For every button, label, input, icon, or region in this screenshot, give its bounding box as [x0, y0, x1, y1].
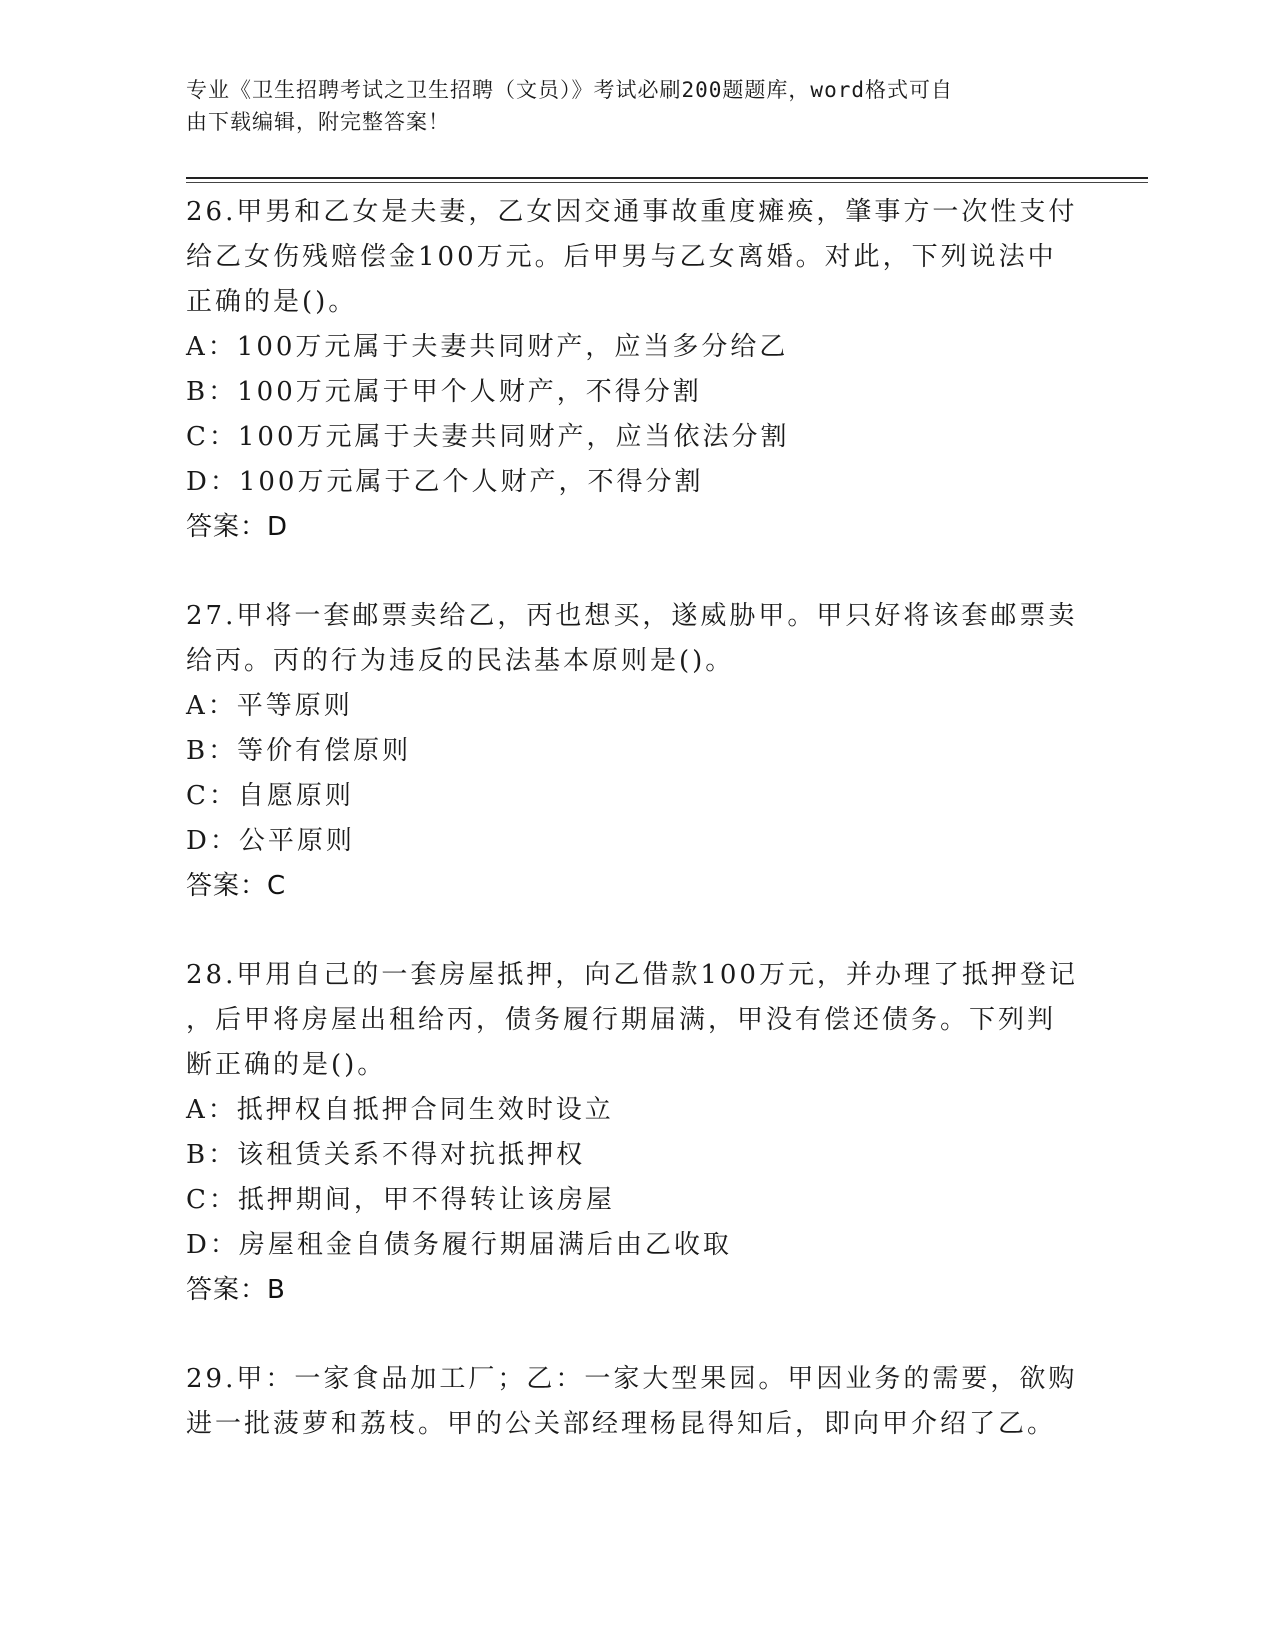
- question-26-answer: 答案：D: [186, 512, 289, 542]
- question-29-line-1: 29.甲：一家食品加工厂；乙：一家大型果园。甲因业务的需要，欲购: [186, 1364, 1078, 1394]
- document-header: [186, 74, 1066, 138]
- question-27-option-d: D：公平原则: [186, 826, 355, 856]
- question-29: [186, 1357, 1086, 1447]
- question-28-option-a: A：抵押权自抵押合同生效时设立: [186, 1095, 614, 1125]
- question-26-line-3: 正确的是()。: [186, 287, 358, 317]
- question-26-option-c: C：100万元属于夫妻共同财产，应当依法分割: [186, 422, 790, 452]
- question-28-option-b: B：该租赁关系不得对抗抵押权: [186, 1140, 586, 1170]
- question-28-line-2: ，后甲将房屋出租给丙，债务履行期届满，甲没有偿还债务。下列判: [186, 1005, 1057, 1035]
- question-27-option-a: A：平等原则: [186, 691, 353, 721]
- question-26-option-b: B：100万元属于甲个人财产，不得分割: [186, 377, 702, 407]
- question-26-option-d: D：100万元属于乙个人财产，不得分割: [186, 467, 704, 497]
- header-divider-thin: [186, 182, 1148, 183]
- question-27-line-2: 给丙。丙的行为违反的民法基本原则是()。: [186, 646, 735, 676]
- question-28-line-3: 断正确的是()。: [186, 1050, 387, 1080]
- question-28: [186, 953, 1086, 1313]
- question-27: [186, 594, 1086, 909]
- question-26: [186, 190, 1086, 550]
- question-28-option-c: C：抵押期间，甲不得转让该房屋: [186, 1185, 615, 1215]
- header-divider-thick: [186, 177, 1148, 179]
- header-line-2: 由下载编辑，附完整答案！: [186, 110, 450, 134]
- question-26-line-2: 给乙女伤残赔偿金100万元。后甲男与乙女离婚。对此，下列说法中: [186, 242, 1057, 272]
- question-list: [186, 190, 1086, 1491]
- question-27-answer: 答案：C: [186, 871, 287, 901]
- question-27-option-b: B：等价有偿原则: [186, 736, 412, 766]
- question-27-line-1: 27.甲将一套邮票卖给乙，丙也想买，遂威胁甲。甲只好将该套邮票卖: [186, 601, 1078, 631]
- question-28-option-d: D：房屋租金自债务履行期届满后由乙收取: [186, 1230, 732, 1260]
- question-28-line-1: 28.甲用自己的一套房屋抵押，向乙借款100万元，并办理了抵押登记: [186, 960, 1078, 990]
- question-26-option-a: A：100万元属于夫妻共同财产，应当多分给乙: [186, 332, 789, 362]
- question-27-option-c: C：自愿原则: [186, 781, 354, 811]
- question-26-line-1: 26.甲男和乙女是夫妻，乙女因交通事故重度瘫痪，肇事方一次性支付: [186, 197, 1078, 227]
- question-28-answer: 答案：B: [186, 1275, 286, 1305]
- question-29-line-2: 进一批菠萝和荔枝。甲的公关部经理杨昆得知后，即向甲介绍了乙。: [186, 1409, 1057, 1439]
- header-line-1: 专业《卫生招聘考试之卫生招聘（文员）》考试必刷200题题库，word格式可自: [186, 78, 953, 102]
